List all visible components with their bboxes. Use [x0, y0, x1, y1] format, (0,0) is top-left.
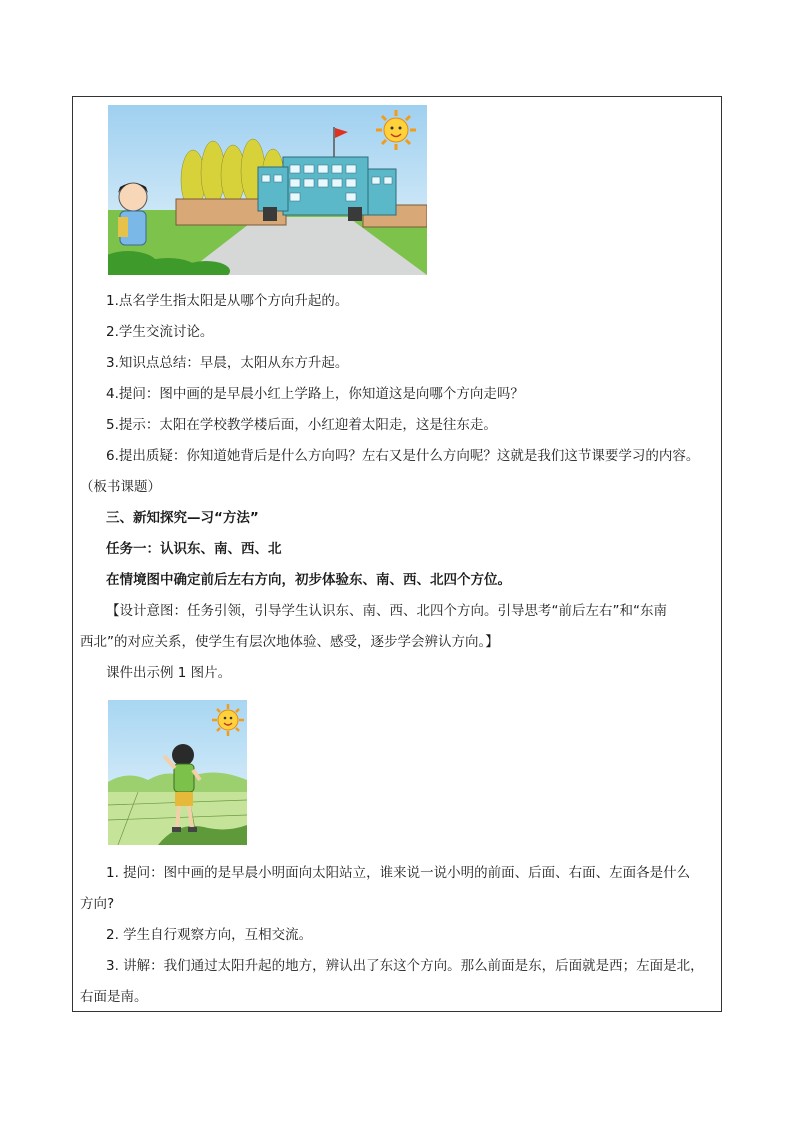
boy-facing-sun-illustration	[108, 700, 247, 845]
explanation-line1: 3. 讲解：我们通过太阳升起的地方，辨认出了东这个方向。那么前面是东，后面就是西；左面是北，	[106, 958, 704, 974]
step-3: 3.知识点总结：早晨，太阳从东方升起。	[106, 355, 349, 371]
step-2: 2.学生交流讨论。	[106, 324, 214, 340]
courseware-note: 课件出示例 1 图片。	[106, 665, 232, 681]
step-4: 4.提问：图中画的是早晨小红上学路上，你知道这是向哪个方向走吗？	[106, 386, 524, 402]
design-intent-line1: 【设计意图：任务引领，引导学生认识东、南、西、北四个方向。引导思考“前后左右”和“东南	[106, 603, 667, 619]
section-heading: 三、新知探究—习“方法”	[106, 510, 259, 526]
step-1: 1.点名学生指太阳是从哪个方向升起的。	[106, 293, 349, 309]
explanation-line2: 右面是南。	[80, 989, 148, 1005]
question-2: 2. 学生自行观察方向，互相交流。	[106, 927, 313, 943]
question-1-line1: 1. 提问：图中画的是早晨小明面向太阳站立，谁来说一说小明的前面、后面、右面、左面各是什么	[106, 865, 691, 881]
step-5: 5.提示：太阳在学校教学楼后面，小红迎着太阳走，这是往东走。	[106, 417, 497, 433]
task-title: 任务一：认识东、南、西、北	[106, 541, 282, 557]
design-intent-line2: 西北”的对应关系，使学生有层次地体验、感受，逐步学会辨认方向。】	[80, 634, 499, 650]
task-description: 在情境图中确定前后左右方向，初步体验东、南、西、北四个方位。	[106, 572, 511, 588]
school-morning-illustration	[108, 105, 427, 275]
question-1-line2: 方向?	[80, 896, 115, 912]
step-6: 6.提出质疑：你知道她背后是什么方向吗？左右又是什么方向呢？这就是我们这节课要学习的内容。	[106, 448, 700, 464]
step-6-continued: （板书课题）	[80, 479, 161, 495]
